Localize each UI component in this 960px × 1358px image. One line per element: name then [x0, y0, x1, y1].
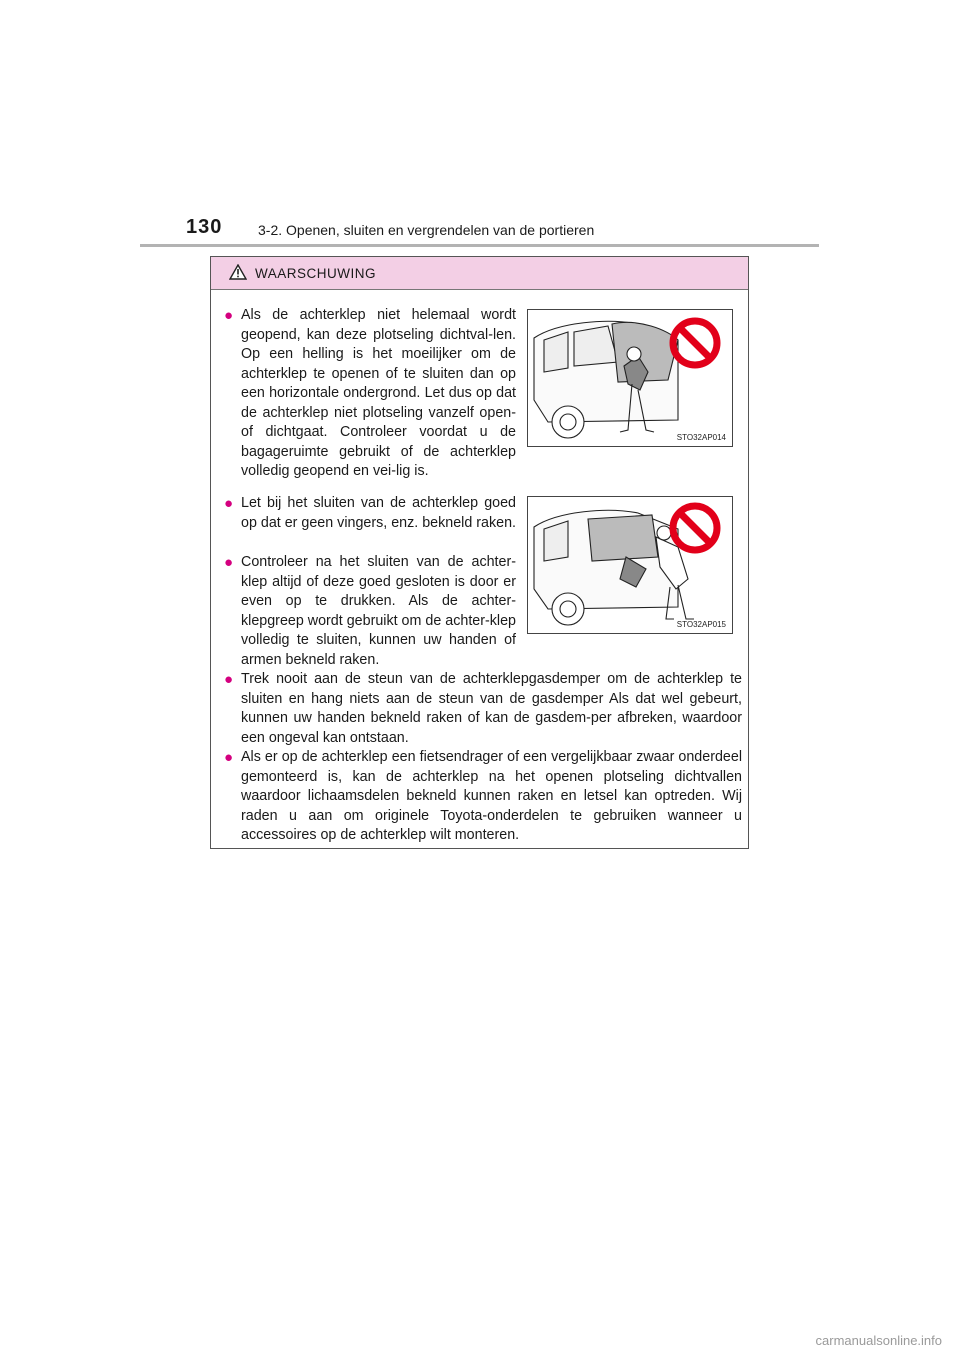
warning-item-text: Controleer na het sluiten van de achter-klep altijd of deze goed gesloten is door er even op te drukken. Als de achter-klepgreep wordt gebruikt om de achter-klep volledig te sluiten, kunnen uw handen of armen bekneld raken. — [241, 554, 516, 668]
warning-box — [210, 256, 749, 849]
bullet-icon: ● — [224, 554, 234, 571]
warning-item-text: Trek nooit aan de steun van de achterklepgasdemper om de achterklep te sluiten en hang niets aan de steun van de gasdemper Als dat wel gebeurt, kunnen uw handen bekneld raken of kan de gasdem-per afbreken, waardoor een ongeval kan ontstaan. — [241, 671, 742, 746]
bullet-icon: ● — [224, 495, 234, 512]
warning-item — [224, 494, 516, 533]
bullet-icon: ● — [224, 307, 234, 324]
warning-title: WAARSCHUWING — [255, 265, 376, 281]
illustration-code: STO32AP014 — [676, 433, 726, 442]
illustration-code: STO32AP015 — [676, 620, 726, 629]
watermark: carmanualsonline.info — [815, 1333, 942, 1348]
warning-item-text: Als er op de achterklep een fietsendrager of een vergelijkbaar zwaar onderdeel gemonteerd is, kan de achterklep na het openen plotseling dichtvallen waardoor lichaamsdelen bekneld kunnen raken en letsel kan optreden. Wij raden u aan om originele Toyota-onderdelen te gebruiken wanneer u accessoires op de achterklep wilt monteren. — [241, 749, 742, 843]
page-number: 130 — [186, 216, 223, 238]
warning-header — [211, 257, 748, 290]
header-divider — [140, 244, 819, 247]
warning-item — [224, 748, 742, 846]
illustration-tailgate-close — [527, 496, 733, 634]
warning-triangle-icon — [229, 264, 247, 283]
warning-item-text: Let bij het sluiten van de achterklep goed op dat er geen vingers, enz. bekneld raken. — [241, 495, 516, 531]
warning-item — [224, 553, 516, 670]
bullet-icon: ● — [224, 671, 234, 688]
warning-item — [224, 306, 516, 482]
section-title: 3-2. Openen, sluiten en vergrendelen van de portieren — [258, 222, 595, 238]
bullet-icon: ● — [224, 749, 234, 766]
prohibition-icon — [668, 501, 722, 555]
warning-item — [224, 670, 742, 748]
warning-item-text: Als de achterklep niet helemaal wordt geopend, kan deze plotseling dichtval-len. Op een helling is het moeilijker om de achterklep te openen of te sluiten dan op een horizontale ondergrond. Let dus op dat de achterklep niet plotseling vanzelf open- of dichtgaat. Controleer voordat u de bagageruimte gebruikt of de achterklep volledig geopend en vei-lig is. — [241, 307, 516, 479]
prohibition-icon — [668, 316, 722, 370]
illustration-tailgate-open — [527, 309, 733, 447]
